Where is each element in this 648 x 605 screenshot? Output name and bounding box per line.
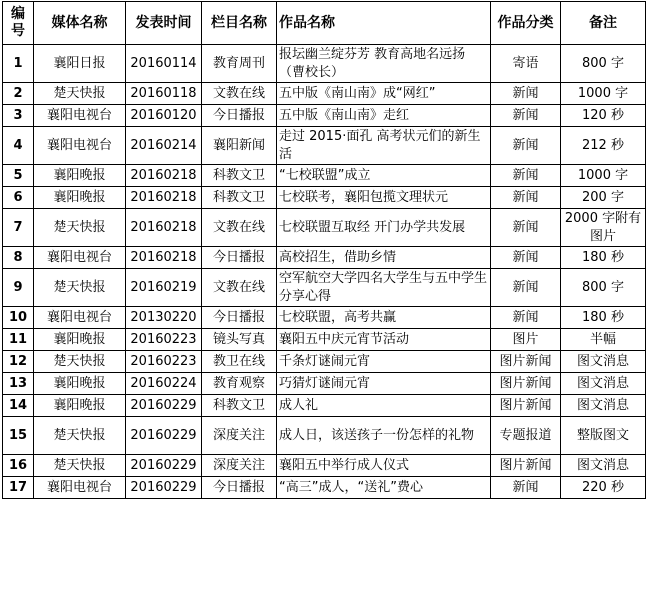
cell-category: 图片新闻 xyxy=(491,395,561,417)
cell-media: 襄阳电视台 xyxy=(34,127,126,165)
cell-date: 20160229 xyxy=(126,477,202,499)
cell-date: 20160229 xyxy=(126,395,202,417)
cell-title: 巧猜灯谜闹元宵 xyxy=(277,373,491,395)
cell-note: 1000 字 xyxy=(561,83,646,105)
cell-category: 新闻 xyxy=(491,83,561,105)
cell-media: 襄阳晚报 xyxy=(34,329,126,351)
cell-media: 襄阳晚报 xyxy=(34,373,126,395)
cell-number: 10 xyxy=(3,307,34,329)
table-row xyxy=(3,127,646,165)
cell-number: 16 xyxy=(3,455,34,477)
cell-category: 新闻 xyxy=(491,307,561,329)
cell-category: 新闻 xyxy=(491,247,561,269)
table-row xyxy=(3,477,646,499)
cell-note: 212 秒 xyxy=(561,127,646,165)
table-row xyxy=(3,165,646,187)
cell-number: 11 xyxy=(3,329,34,351)
cell-date: 20160219 xyxy=(126,269,202,307)
cell-date: 20160218 xyxy=(126,247,202,269)
cell-date: 20160218 xyxy=(126,209,202,247)
cell-column: 文教在线 xyxy=(202,269,277,307)
cell-media: 襄阳晚报 xyxy=(34,187,126,209)
cell-note: 220 秒 xyxy=(561,477,646,499)
cell-date: 20160218 xyxy=(126,165,202,187)
cell-media: 襄阳日报 xyxy=(34,45,126,83)
header-title: 作品名称 xyxy=(277,2,491,45)
cell-note: 图文消息 xyxy=(561,455,646,477)
cell-number: 6 xyxy=(3,187,34,209)
cell-number: 9 xyxy=(3,269,34,307)
cell-number: 15 xyxy=(3,417,34,455)
table-row xyxy=(3,105,646,127)
cell-column: 科教文卫 xyxy=(202,187,277,209)
cell-column: 教卫在线 xyxy=(202,351,277,373)
cell-title: 襄阳五中举行成人仪式 xyxy=(277,455,491,477)
cell-category: 专题报道 xyxy=(491,417,561,455)
table-row xyxy=(3,187,646,209)
cell-number: 2 xyxy=(3,83,34,105)
header-row xyxy=(3,2,646,45)
cell-category: 新闻 xyxy=(491,127,561,165)
cell-date: 20160224 xyxy=(126,373,202,395)
cell-title: 千条灯谜闹元宵 xyxy=(277,351,491,373)
cell-column: 科教文卫 xyxy=(202,395,277,417)
cell-note: 图文消息 xyxy=(561,351,646,373)
cell-column: 文教在线 xyxy=(202,209,277,247)
cell-media: 襄阳晚报 xyxy=(34,395,126,417)
media-coverage-table xyxy=(2,1,646,499)
table-row xyxy=(3,351,646,373)
cell-title: 高校招生，借助乡情 xyxy=(277,247,491,269)
table-row xyxy=(3,455,646,477)
cell-column: 文教在线 xyxy=(202,83,277,105)
table-row xyxy=(3,269,646,307)
cell-number: 7 xyxy=(3,209,34,247)
cell-column: 今日播报 xyxy=(202,247,277,269)
cell-column: 镜头写真 xyxy=(202,329,277,351)
header-category: 作品分类 xyxy=(491,2,561,45)
cell-note: 200 字 xyxy=(561,187,646,209)
cell-category: 图片 xyxy=(491,329,561,351)
cell-note: 1000 字 xyxy=(561,165,646,187)
cell-category: 新闻 xyxy=(491,209,561,247)
table-row xyxy=(3,83,646,105)
header-note: 备注 xyxy=(561,2,646,45)
cell-media: 楚天快报 xyxy=(34,351,126,373)
cell-column: 襄阳新闻 xyxy=(202,127,277,165)
cell-date: 20130220 xyxy=(126,307,202,329)
cell-note: 图文消息 xyxy=(561,395,646,417)
cell-category: 新闻 xyxy=(491,187,561,209)
table-row xyxy=(3,209,646,247)
cell-column: 教育观察 xyxy=(202,373,277,395)
cell-column: 今日播报 xyxy=(202,105,277,127)
cell-date: 20160114 xyxy=(126,45,202,83)
header-column: 栏目名称 xyxy=(202,2,277,45)
cell-date: 20160120 xyxy=(126,105,202,127)
cell-number: 14 xyxy=(3,395,34,417)
cell-category: 新闻 xyxy=(491,477,561,499)
cell-title: 五中版《南山南》成“网红” xyxy=(277,83,491,105)
cell-date: 20160223 xyxy=(126,351,202,373)
cell-number: 1 xyxy=(3,45,34,83)
cell-media: 襄阳晚报 xyxy=(34,165,126,187)
cell-number: 13 xyxy=(3,373,34,395)
cell-category: 新闻 xyxy=(491,105,561,127)
cell-note: 180 秒 xyxy=(561,307,646,329)
cell-date: 20160118 xyxy=(126,83,202,105)
cell-media: 楚天快报 xyxy=(34,417,126,455)
table-row xyxy=(3,395,646,417)
cell-note: 图文消息 xyxy=(561,373,646,395)
cell-media: 襄阳电视台 xyxy=(34,247,126,269)
cell-number: 12 xyxy=(3,351,34,373)
header-date: 发表时间 xyxy=(126,2,202,45)
cell-media: 楚天快报 xyxy=(34,209,126,247)
cell-date: 20160223 xyxy=(126,329,202,351)
cell-media: 楚天快报 xyxy=(34,269,126,307)
cell-title: “高三”成人，“送礼”费心 xyxy=(277,477,491,499)
cell-note: 半幅 xyxy=(561,329,646,351)
cell-category: 新闻 xyxy=(491,165,561,187)
cell-column: 今日播报 xyxy=(202,477,277,499)
cell-number: 8 xyxy=(3,247,34,269)
cell-number: 17 xyxy=(3,477,34,499)
cell-category: 图片新闻 xyxy=(491,351,561,373)
cell-date: 20160229 xyxy=(126,417,202,455)
header-media: 媒体名称 xyxy=(34,2,126,45)
cell-title: 七校联盟互取经 开门办学共发展 xyxy=(277,209,491,247)
cell-media: 襄阳电视台 xyxy=(34,307,126,329)
cell-note: 2000 字附有图片 xyxy=(561,209,646,247)
cell-media: 楚天快报 xyxy=(34,455,126,477)
cell-column: 今日播报 xyxy=(202,307,277,329)
header-number: 编号 xyxy=(3,2,34,45)
cell-title: 成人日，该送孩子一份怎样的礼物 xyxy=(277,417,491,455)
cell-date: 20160229 xyxy=(126,455,202,477)
table-row xyxy=(3,417,646,455)
cell-date: 20160218 xyxy=(126,187,202,209)
cell-title: “七校联盟”成立 xyxy=(277,165,491,187)
cell-column: 科教文卫 xyxy=(202,165,277,187)
table-row xyxy=(3,373,646,395)
table-row xyxy=(3,45,646,83)
cell-note: 180 秒 xyxy=(561,247,646,269)
table-row xyxy=(3,247,646,269)
cell-category: 图片新闻 xyxy=(491,373,561,395)
cell-category: 图片新闻 xyxy=(491,455,561,477)
cell-note: 800 字 xyxy=(561,269,646,307)
cell-date: 20160214 xyxy=(126,127,202,165)
cell-number: 5 xyxy=(3,165,34,187)
table-row xyxy=(3,307,646,329)
cell-title: 五中版《南山南》走红 xyxy=(277,105,491,127)
cell-note: 120 秒 xyxy=(561,105,646,127)
cell-column: 深度关注 xyxy=(202,455,277,477)
cell-column: 教育周刊 xyxy=(202,45,277,83)
cell-note: 800 字 xyxy=(561,45,646,83)
cell-media: 襄阳电视台 xyxy=(34,105,126,127)
cell-title: 空军航空大学四名大学生与五中学生分享心得 xyxy=(277,269,491,307)
cell-title: 走过 2015·面孔 高考状元们的新生活 xyxy=(277,127,491,165)
cell-media: 楚天快报 xyxy=(34,83,126,105)
cell-title: 七校联盟，高考共赢 xyxy=(277,307,491,329)
cell-title: 七校联考，襄阳包揽文理状元 xyxy=(277,187,491,209)
cell-note: 整版图文 xyxy=(561,417,646,455)
cell-title: 成人礼 xyxy=(277,395,491,417)
table-row xyxy=(3,329,646,351)
cell-number: 3 xyxy=(3,105,34,127)
cell-number: 4 xyxy=(3,127,34,165)
cell-category: 寄语 xyxy=(491,45,561,83)
cell-column: 深度关注 xyxy=(202,417,277,455)
cell-title: 襄阳五中庆元宵节活动 xyxy=(277,329,491,351)
cell-category: 新闻 xyxy=(491,269,561,307)
cell-media: 襄阳电视台 xyxy=(34,477,126,499)
cell-title: 报坛幽兰绽芬芳 教育高地名远扬（曹校长） xyxy=(277,45,491,83)
